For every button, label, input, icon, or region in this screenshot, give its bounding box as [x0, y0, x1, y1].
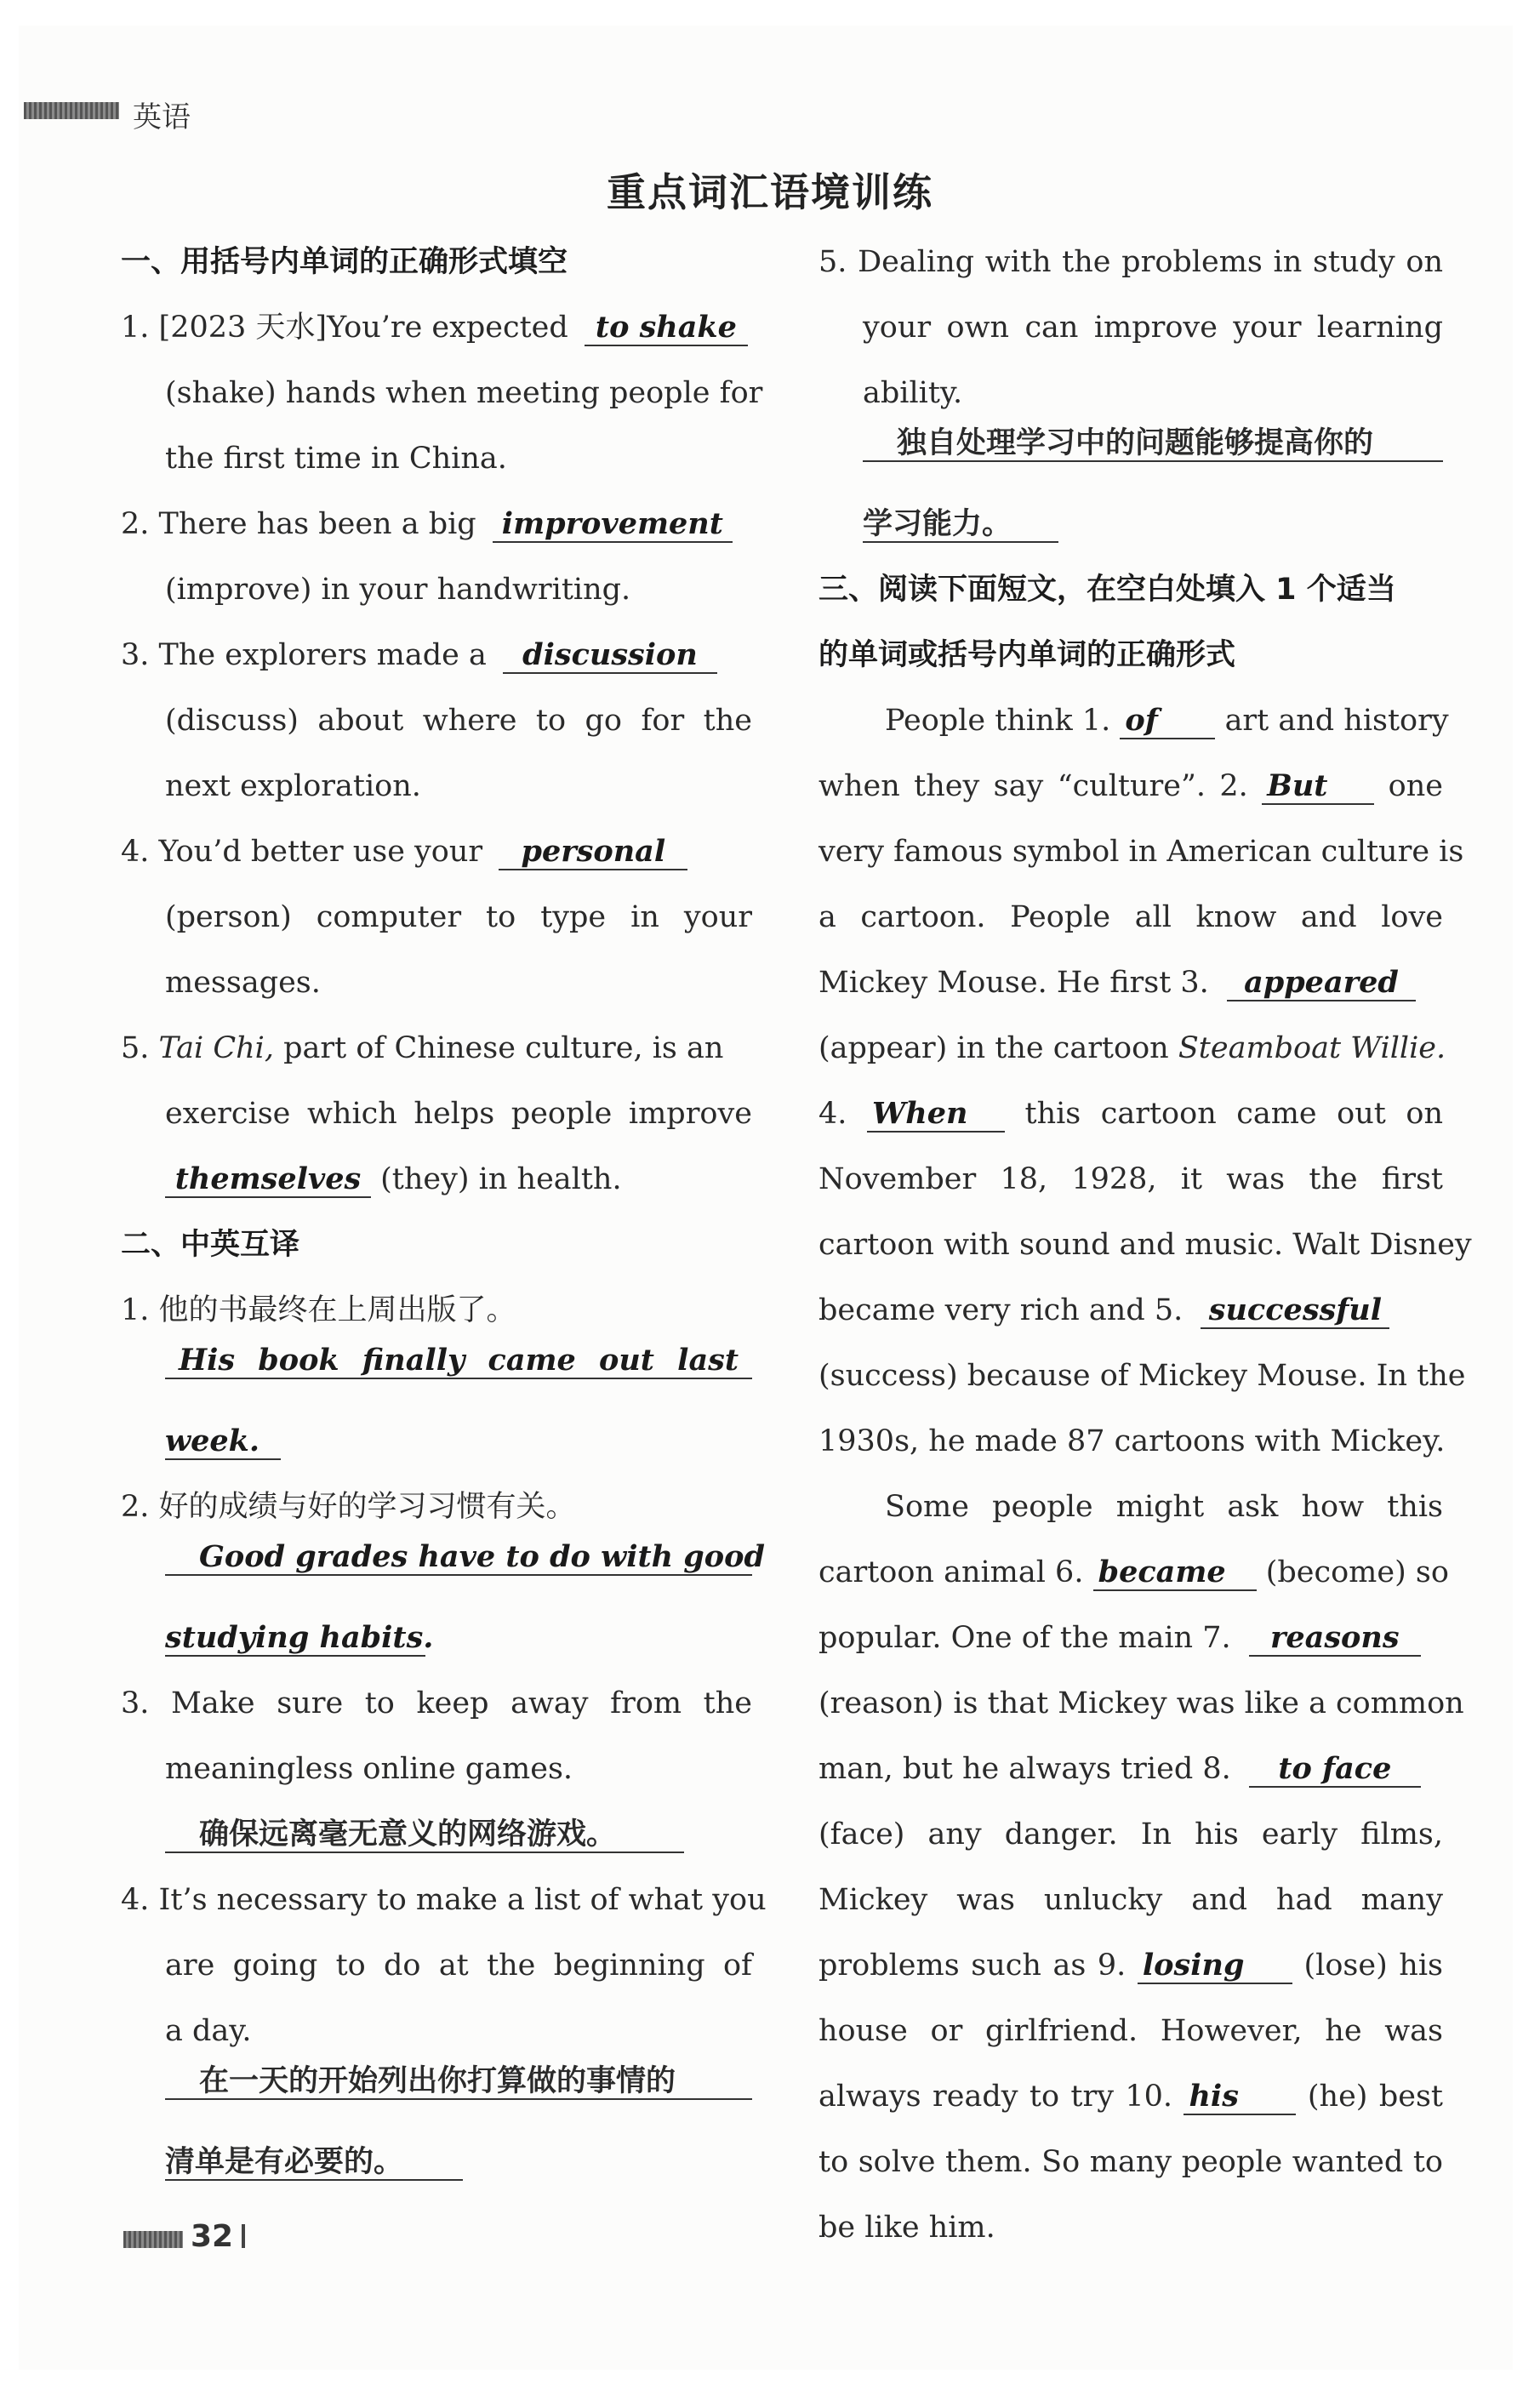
s3-line17: man, but he always tried 8. to face [818, 1737, 1443, 1802]
s3-blank-6[interactable]: became [1093, 1555, 1257, 1591]
right-column [818, 230, 1472, 2261]
header-subject: 英语 [133, 100, 191, 134]
s3-line9: cartoon with sound and music. Walt Disney [818, 1228, 1472, 1262]
footer-decoration-bar [123, 2231, 183, 2248]
s2-item4-answer-line1: 在一天的开始列出你打算做的事情的 [121, 2064, 752, 2130]
s3-line3: very famous symbol in American culture is [818, 835, 1464, 869]
section2-heading: 二、中英互译 [121, 1228, 300, 1262]
header-decoration-bar [24, 102, 119, 119]
s3-blank-10[interactable]: his [1184, 2080, 1296, 2115]
s1-item5-line2: exercise which helps people improve [165, 1097, 752, 1131]
s2-item2-answer-line2: studying habits. [121, 1606, 752, 1671]
s3-line23: to solve them. So many people wanted to [818, 2145, 1443, 2179]
s3-line14: cartoon animal 6. became (become) so [818, 1540, 1443, 1606]
s1-item5-line1: 5. Tai Chi, part of Chinese culture, is an [121, 1031, 724, 1065]
s2-item4-question-line2: are going to do at the beginning of [165, 1949, 752, 1983]
s3-line2: when they say “culture”. 2. But one [818, 754, 1443, 819]
left-column [121, 230, 767, 2195]
s3-line1: People think 1. of art and history [818, 688, 1443, 754]
s2-item3-answer-line1: 确保远离毫无意义的网络游戏。 [121, 1802, 752, 1868]
s3-line24: be like him. [818, 2211, 995, 2245]
s3-blank-7[interactable]: reasons [1249, 1621, 1421, 1657]
s3-blank-9[interactable]: losing [1138, 1949, 1292, 1984]
page-number-tick [242, 2224, 245, 2248]
film-title: Steamboat Willie. [1178, 1031, 1446, 1065]
s2-item3-question-line1: 3. Make sure to keep away from the [121, 1686, 752, 1720]
s1-item4-line2: (person) computer to type in your [165, 900, 752, 934]
s2-item1-question: 1. 他的书最终在上周出版了。 [121, 1293, 516, 1327]
s1-item2-line1: 2. There has been a big improvement [121, 492, 752, 557]
s3-line19: Mickey was unlucky and had many [818, 1883, 1443, 1917]
s1-item2-answer[interactable]: improvement [493, 507, 733, 543]
s2-item1-answer-line2: week. [121, 1409, 752, 1475]
s2-item5-answer-line1: 独自处理学习中的问题能够提高你的 [818, 426, 1443, 492]
s1-item5-answer[interactable]: themselves [165, 1162, 371, 1198]
s1-item4-line3: messages. [165, 966, 321, 1000]
page-title: 重点词汇语境训练 [607, 169, 933, 215]
section3-heading-line2: 的单词或括号内单词的正确形式 [818, 638, 1236, 672]
s3-line7: 4. When this cartoon came out on [818, 1081, 1443, 1147]
s2-item3-question-line2: meaningless online games. [165, 1752, 573, 1786]
s3-line21: house or girlfriend. However, he was [818, 2014, 1443, 2048]
s3-line5: Mickey Mouse. He first 3. appeared [818, 950, 1443, 1016]
s1-item4-line1: 4. You’d better use your personal [121, 819, 752, 885]
s3-line10: became very rich and 5. successful [818, 1278, 1443, 1344]
s1-item1-line1: 1. [2023 天水]You’re expected to shake [121, 295, 752, 361]
s2-item5-question-line2: your own can improve your learning [863, 311, 1443, 345]
s3-line4: a cartoon. People all know and love [818, 900, 1443, 934]
s1-item3-line3: next exploration. [165, 769, 421, 803]
s1-item2-line2: (improve) in your handwriting. [165, 573, 631, 607]
section3-heading-line1: 三、阅读下面短文，在空白处填入 1 个适当 [818, 573, 1396, 607]
s1-item4-answer[interactable]: personal [499, 835, 687, 870]
s3-line20: problems such as 9. losing (lose) his [818, 1933, 1443, 1999]
s2-item4-question-line3: a day. [165, 2014, 252, 2048]
s2-item2-answer-line1: Good grades have to do with good [121, 1540, 752, 1606]
s2-item4-question-line1: 4. It’s necessary to make a list of what you [121, 1883, 767, 1917]
page-number: 32 [191, 2219, 234, 2254]
s1-item3-line2: (discuss) about where to go for the [165, 704, 752, 738]
s1-item3-line1: 3. The explorers made a discussion [121, 623, 752, 688]
s3-blank-4[interactable]: When [867, 1097, 1005, 1133]
s1-item1-line2: (shake) hands when meeting people for [165, 376, 763, 410]
s3-blank-2[interactable]: But [1262, 769, 1374, 805]
s3-line8: November 18, 1928, it was the first [818, 1162, 1443, 1196]
s3-line11: (success) because of Mickey Mouse. In the [818, 1359, 1466, 1393]
s3-line18: (face) any danger. In his early films, [818, 1817, 1443, 1852]
s3-blank-5[interactable]: successful [1201, 1293, 1389, 1329]
s3-line6: (appear) in the cartoon Steamboat Willie. [818, 1031, 1446, 1065]
s3-blank-1[interactable]: of [1120, 704, 1215, 739]
s3-line12: 1930s, he made 87 cartoons with Mickey. [818, 1424, 1446, 1458]
s1-item5-line3: themselves (they) in health. [121, 1147, 752, 1212]
s2-item5-question-line3: ability. [863, 376, 963, 410]
s3-line13: Some people might ask how this [885, 1490, 1443, 1524]
s3-line15: popular. One of the main 7. reasons [818, 1606, 1443, 1671]
s1-item1-line3: the first time in China. [165, 442, 507, 476]
s3-line22: always ready to try 10. his (he) best [818, 2064, 1443, 2130]
s1-item3-answer[interactable]: discussion [503, 638, 717, 674]
s2-item4-answer-line2: 清单是有必要的。 [121, 2130, 752, 2195]
section1-heading: 一、用括号内单词的正确形式填空 [121, 245, 568, 279]
s3-blank-8[interactable]: to face [1249, 1752, 1421, 1788]
s3-line16: (reason) is that Mickey was like a common [818, 1686, 1464, 1720]
s2-item5-answer-line2: 学习能力。 [818, 492, 1443, 557]
s2-item1-answer-line1: His book finally came out last [121, 1344, 752, 1409]
s2-item2-question: 2. 好的成绩与好的学习习惯有关。 [121, 1490, 576, 1524]
s1-item1-source: [2023 天水] [158, 311, 328, 345]
s2-item5-question-line1: 5. Dealing with the problems in study on [818, 245, 1443, 279]
s3-blank-3[interactable]: appeared [1227, 966, 1416, 1001]
s1-item1-answer[interactable]: to shake [585, 311, 748, 346]
